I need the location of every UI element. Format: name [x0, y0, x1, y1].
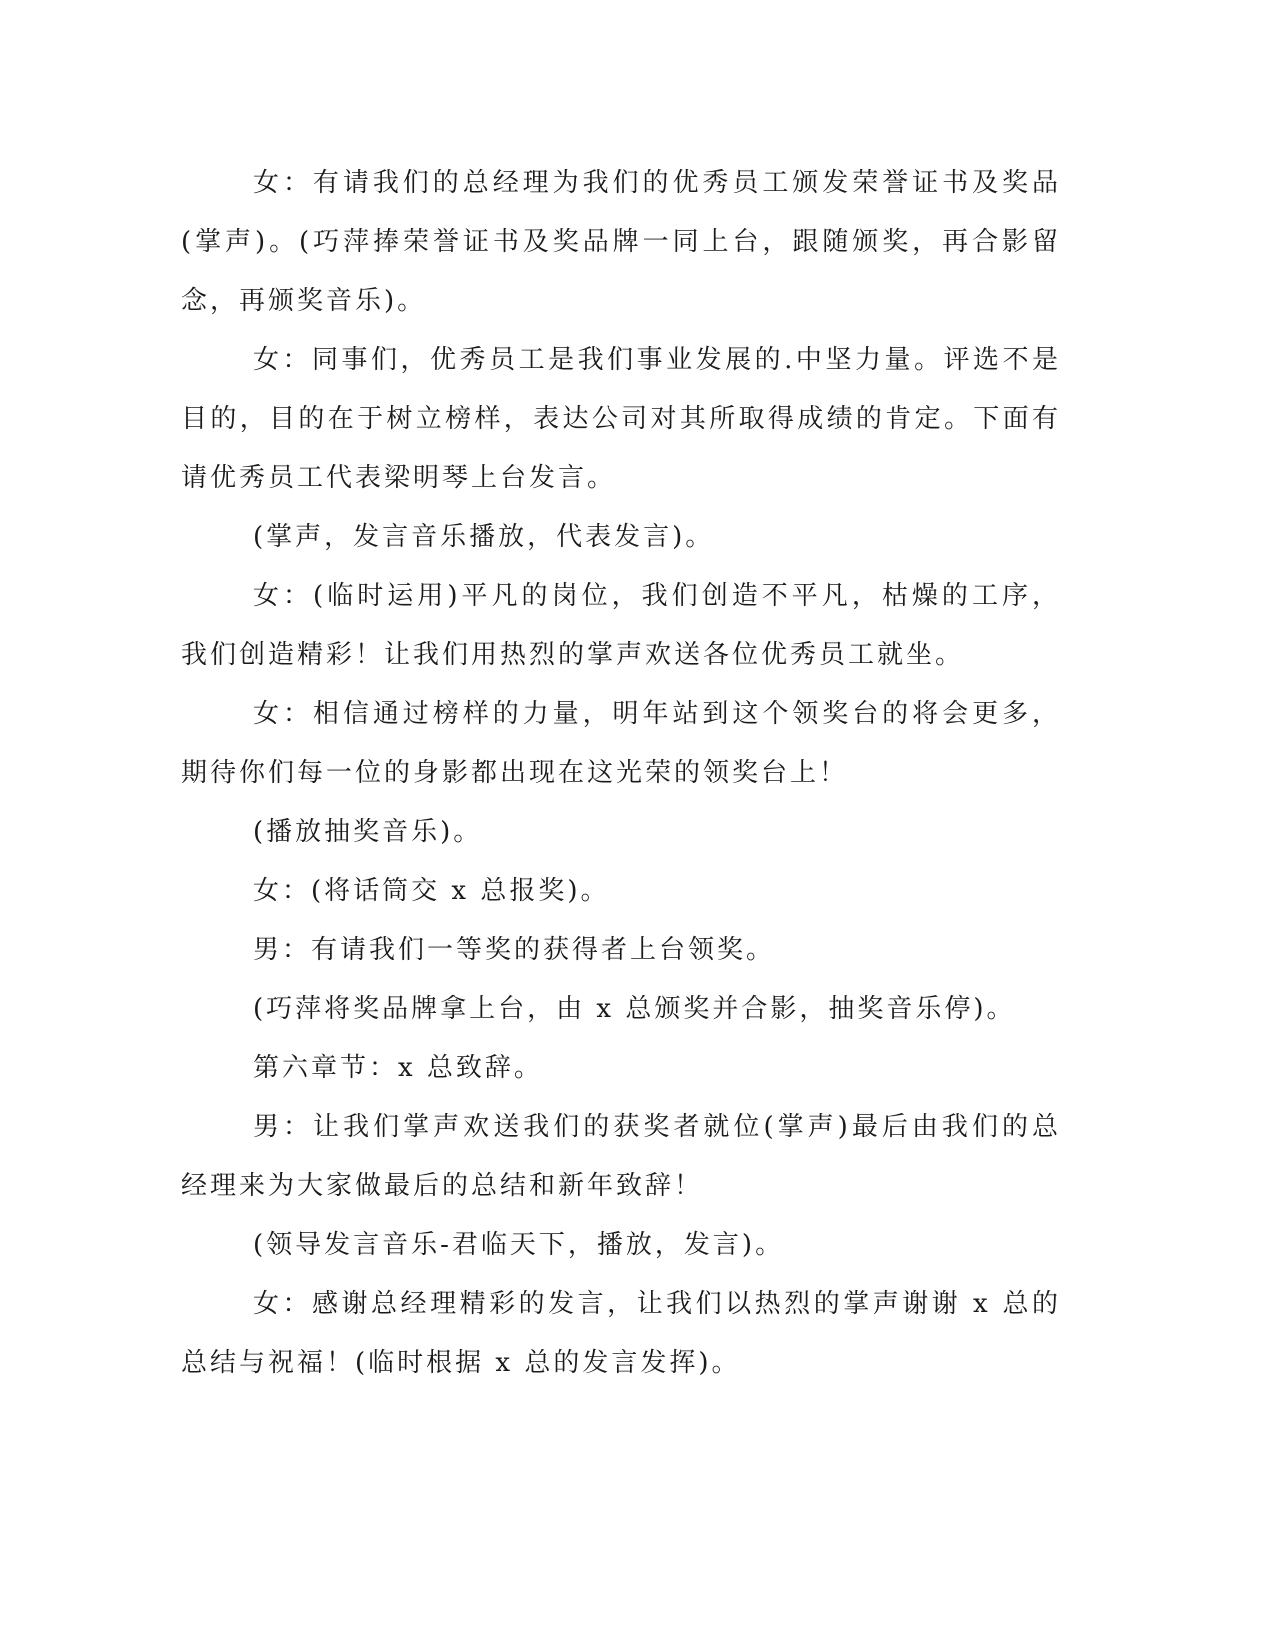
paragraph-leader-music: (领导发言音乐-君临天下，播放，发言)。: [253, 1230, 785, 1260]
paragraph-prize-presentation: (巧萍将奖品牌拿上台，由 x 总颁奖并合影，抽奖音乐停)。: [253, 994, 1016, 1024]
paragraph-farewell-employees: 女：(临时运用)平凡的岗位，我们创造不平凡，枯燥的工序，我们创造精彩！让我们用热烈的掌声欢送各位优秀员工就坐。: [181, 581, 1061, 670]
paragraph-employee-speech-intro: 女：同事们，优秀员工是我们事业发展的.中坚力量。评选不是目的，目的在于树立榜样，表达公司对其所取得成绩的肯定。下面有请优秀员工代表梁明琴上台发言。: [181, 345, 1061, 493]
paragraph-thanks-gm: 女：感谢总经理精彩的发言，让我们以热烈的掌声谢谢 x 总的总结与祝福！(临时根据 x 总的发言发挥)。: [181, 1289, 1061, 1378]
paragraph-first-prize: 男：有请我们一等奖的获得者上台领奖。: [253, 935, 776, 965]
document-body: [181, 154, 1061, 1393]
paragraph-gm-invite: 男：让我们掌声欢送我们的获奖者就位(掌声)最后由我们的总经理来为大家做最后的总结和新年致辞！: [181, 1112, 1061, 1201]
paragraph-lottery-music: (播放抽奖音乐)。: [253, 817, 483, 847]
paragraph-speech-music: (掌声，发言音乐播放，代表发言)。: [253, 522, 715, 552]
paragraph-chapter-six: 第六章节：x 总致辞。: [253, 1053, 543, 1083]
paragraph-role-model: 女：相信通过榜样的力量，明年站到这个领奖台的将会更多，期待你们每一位的身影都出现在这光荣的领奖台上！: [181, 699, 1061, 788]
paragraph-award-certificates: 女：有请我们的总经理为我们的优秀员工颁发荣誉证书及奖品(掌声)。(巧萍捧荣誉证书及奖品牌一同上台，跟随颁奖，再合影留念，再颁奖音乐)。: [181, 168, 1061, 316]
paragraph-hand-microphone: 女：(将话筒交 x 总报奖)。: [253, 876, 610, 906]
